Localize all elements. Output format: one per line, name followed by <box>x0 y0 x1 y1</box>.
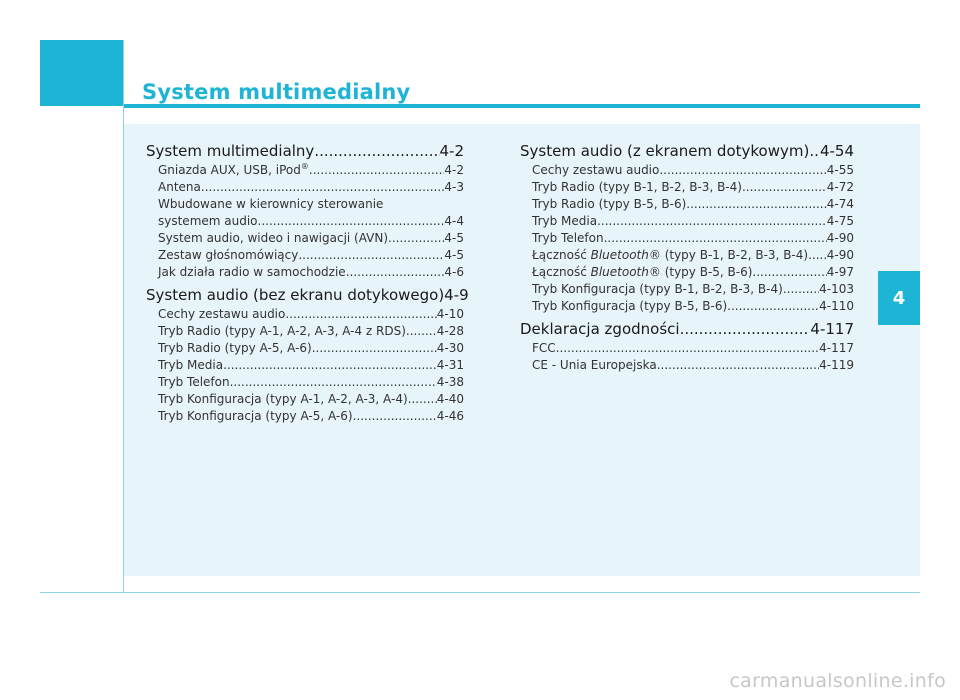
toc-entry[interactable] <box>146 306 464 323</box>
toc-entry[interactable] <box>520 230 854 247</box>
page-number: 4-3 <box>444 180 464 194</box>
dot-leader <box>680 318 811 340</box>
dot-leader <box>659 162 826 179</box>
label-text: Tryb Media <box>532 214 598 228</box>
dot-leader <box>408 391 437 408</box>
toc-entry-label <box>532 162 659 179</box>
toc-entry-label <box>158 340 312 357</box>
toc-entry[interactable] <box>520 281 854 298</box>
dot-leader <box>783 281 819 298</box>
dot-leader <box>258 213 445 230</box>
header-rule <box>124 104 920 108</box>
page-number: 4-5 <box>444 231 464 245</box>
label-text: Tryb Konfiguracja (typy B-1, B-2, B-3, B-4) <box>532 282 783 296</box>
toc-entry[interactable] <box>146 374 464 391</box>
toc-entry-label <box>532 281 783 298</box>
label-text: Łączność <box>532 248 591 262</box>
dot-leader <box>353 408 437 425</box>
page-number: 4-103 <box>819 282 854 296</box>
label-text: Łączność <box>532 265 591 279</box>
toc-entry-label <box>146 140 314 162</box>
dot-leader <box>657 357 819 374</box>
toc-entry[interactable] <box>146 323 464 340</box>
page-number: 4-2 <box>444 163 464 177</box>
page-number: 4-31 <box>436 358 464 372</box>
toc-entry-label <box>158 306 285 323</box>
toc-entry[interactable] <box>146 408 464 425</box>
toc-entry[interactable] <box>146 179 464 196</box>
toc-section-entry[interactable] <box>520 140 854 162</box>
dot-leader <box>686 196 826 213</box>
dot-leader <box>727 298 819 315</box>
dot-leader <box>223 357 437 374</box>
label-text: Tryb Radio (typy A-1, A-2, A-3, A-4 z RDS) <box>158 324 406 338</box>
page-number: 4-90 <box>826 231 854 245</box>
toc-entry[interactable] <box>146 264 464 281</box>
toc-entry[interactable] <box>520 247 854 264</box>
bottom-rule <box>40 592 920 593</box>
dot-leader <box>808 247 827 264</box>
label-text: System audio (z ekranem dotykowym) <box>520 142 810 160</box>
label-text: Tryb Konfiguracja (typy A-5, A-6) <box>158 409 353 423</box>
dot-leader <box>230 374 437 391</box>
dot-leader <box>597 213 827 230</box>
page-number: 4-97 <box>826 265 854 279</box>
label-text: System audio, wideo i nawigacji (AVN) <box>158 231 389 245</box>
label-text: systemem audio <box>158 214 258 228</box>
label-text: CE - Unia Europejska <box>532 358 657 372</box>
toc-entry[interactable] <box>520 357 854 374</box>
toc-entry-label <box>158 374 230 391</box>
page-number: 4-5 <box>444 248 464 262</box>
toc-entry-label <box>532 357 657 374</box>
toc-entry-label <box>532 340 556 357</box>
toc-section-entry[interactable] <box>146 140 464 162</box>
toc-entry-label <box>532 298 727 315</box>
page-number: 4-110 <box>819 299 854 313</box>
toc-entry-label <box>158 230 388 247</box>
page-number: 4-54 <box>819 142 854 160</box>
toc-entry-label <box>158 357 223 374</box>
chapter-tab[interactable]: 4 <box>878 271 920 325</box>
page-number: 4-9 <box>444 286 469 304</box>
page-number: 4-74 <box>826 197 854 211</box>
toc-entry[interactable] <box>146 162 464 179</box>
dot-leader <box>604 230 827 247</box>
toc-entry[interactable] <box>520 213 854 230</box>
dot-leader <box>309 162 445 179</box>
toc-entry-label <box>146 284 444 306</box>
label-text: System audio (bez ekranu dotykowego) <box>146 286 445 304</box>
toc-entry-label <box>520 140 809 162</box>
dot-leader <box>285 306 436 323</box>
dot-leader <box>752 264 826 281</box>
page-number: 4-119 <box>819 358 854 372</box>
label-text: Cechy zestawu audio <box>158 307 286 321</box>
page-number: 4-46 <box>436 409 464 423</box>
page-number: 4-117 <box>819 341 854 355</box>
toc-right-column <box>520 140 854 374</box>
toc-entry-label <box>532 179 742 196</box>
toc-entry-label <box>158 264 346 281</box>
registered-mark: ® <box>300 162 309 171</box>
toc-text: Wbudowane w kierownicy sterowanie <box>158 197 384 211</box>
toc-entry-label <box>532 196 686 213</box>
toc-entry[interactable] <box>146 357 464 374</box>
toc-entry-label <box>532 247 808 264</box>
toc-entry-label <box>532 213 597 230</box>
label-suffix: (typy B-5, B-6) <box>660 265 753 279</box>
toc-entry-label <box>158 323 406 340</box>
toc-entry[interactable] <box>520 162 854 179</box>
watermark-text: carmanualsonline.info <box>729 670 946 692</box>
brand-name: Bluetooth® <box>590 248 661 262</box>
label-text: Tryb Radio (typy B-5, B-6) <box>532 197 687 211</box>
label-text: Tryb Konfiguracja (typy A-1, A-2, A-3, A-4) <box>158 392 408 406</box>
toc-entry[interactable] <box>146 391 464 408</box>
toc-section-entry[interactable] <box>146 284 469 306</box>
label-text: Gniazda AUX, USB, iPod <box>158 163 301 177</box>
label-text: Tryb Media <box>158 358 224 372</box>
page-number: 4-55 <box>826 163 854 177</box>
label-text: Tryb Radio (typy A-5, A-6) <box>158 341 312 355</box>
dot-leader <box>742 179 827 196</box>
toc-entry-label <box>520 318 680 340</box>
label-text: FCC <box>532 341 556 355</box>
label-text: Antena <box>158 180 201 194</box>
dot-leader <box>406 323 437 340</box>
toc-entry[interactable] <box>520 340 854 357</box>
dot-leader <box>298 247 444 264</box>
toc-entry-label <box>158 391 408 408</box>
page-number: 4-2 <box>439 142 464 160</box>
label-text: Tryb Telefon <box>158 375 230 389</box>
toc-section-entry[interactable] <box>520 318 854 340</box>
page-number: 4-90 <box>826 248 854 262</box>
dot-leader <box>346 264 445 281</box>
label-text: Jak działa radio w samochodzie <box>158 265 346 279</box>
toc-left-column <box>146 140 469 425</box>
page-number: 4-38 <box>436 375 464 389</box>
page-number: 4-40 <box>436 392 464 406</box>
label-text: System multimedialny <box>146 142 315 160</box>
page-number: 4-117 <box>810 320 854 338</box>
toc-entry[interactable] <box>146 247 464 264</box>
dot-leader <box>556 340 819 357</box>
page-number: 4-72 <box>826 180 854 194</box>
label-text: Tryb Konfiguracja (typy B-5, B-6) <box>532 299 728 313</box>
label-text: Cechy zestawu audio <box>532 163 660 177</box>
header-color-block <box>40 40 124 106</box>
toc-entry-label <box>158 408 353 425</box>
label-text: Tryb Telefon <box>532 231 604 245</box>
toc-entry-label <box>158 213 258 230</box>
page-number: 4-30 <box>436 341 464 355</box>
toc-entry[interactable] <box>146 213 464 230</box>
page-number: 4-4 <box>444 214 464 228</box>
toc-entry-label <box>158 162 309 179</box>
page-title: System multimedialny <box>142 80 411 104</box>
page-number: 4-28 <box>436 324 464 338</box>
dot-leader <box>388 230 444 247</box>
toc-entry[interactable] <box>146 230 464 247</box>
toc-entry[interactable] <box>146 340 464 357</box>
dot-leader <box>314 140 439 162</box>
dot-leader <box>809 140 820 162</box>
toc-entry[interactable] <box>520 298 854 315</box>
toc-entry[interactable] <box>520 179 854 196</box>
toc-entry[interactable] <box>520 264 854 281</box>
toc-entry-label <box>532 264 752 281</box>
page-number: 4-6 <box>444 265 464 279</box>
label-text: Zestaw głośnomówiący <box>158 248 299 262</box>
brand-name: Bluetooth® <box>590 265 661 279</box>
page-number: 4-10 <box>436 307 464 321</box>
label-text: Tryb Radio (typy B-1, B-2, B-3, B-4) <box>532 180 742 194</box>
toc-entry[interactable] <box>520 196 854 213</box>
label-text: Deklaracja zgodności <box>520 320 680 338</box>
toc-entry-label <box>158 247 298 264</box>
page-number: 4-75 <box>826 214 854 228</box>
dot-leader <box>312 340 437 357</box>
dot-leader <box>201 179 445 196</box>
toc-entry-label <box>532 230 604 247</box>
toc-entry-label <box>158 179 201 196</box>
label-suffix: (typy B-1, B-2, B-3, B-4) <box>660 248 809 262</box>
